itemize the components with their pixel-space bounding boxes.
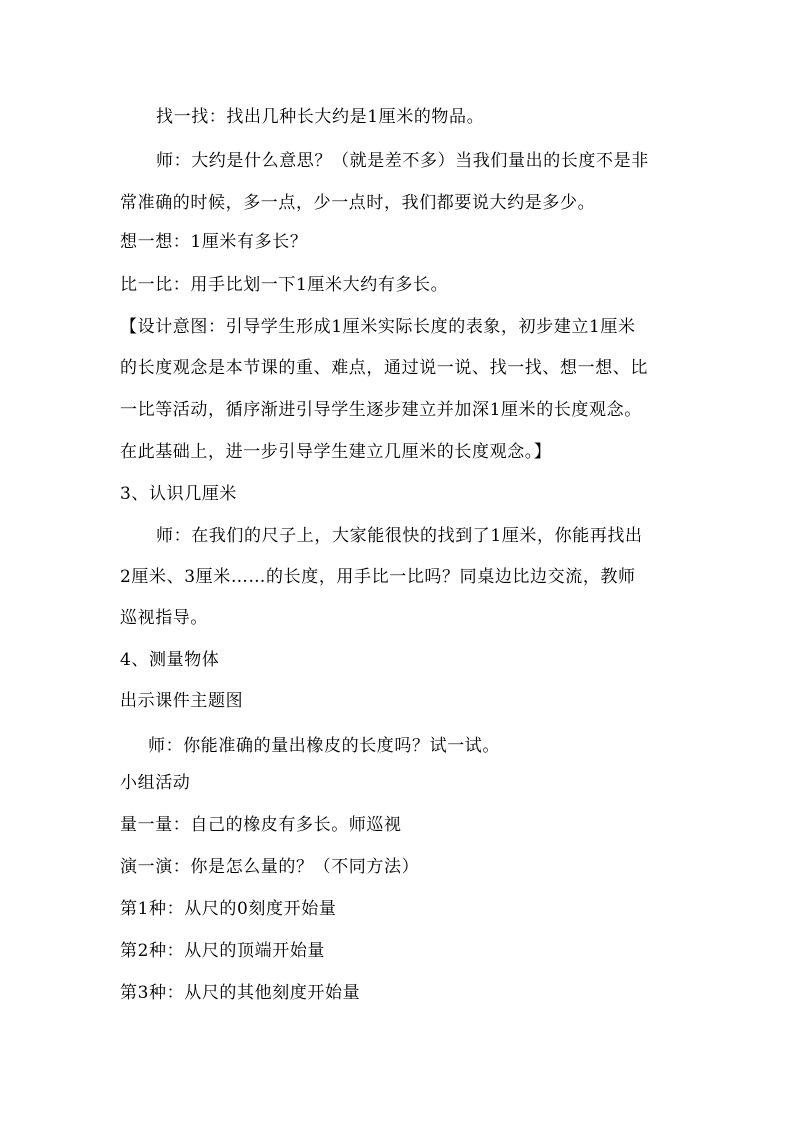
section-heading-4: 4、测量物体 <box>120 650 220 670</box>
paragraph-teacher-approx-2: 常准确的时候，多一点，少一点时，我们都要说大约是多少。 <box>120 193 596 213</box>
design-intent-line-1: 【设计意图：引导学生形成1厘米实际长度的表象，初步建立1厘米 <box>120 317 636 337</box>
design-intent-line-4: 在此基础上，进一步引导学生建立几厘米的长度观念。】 <box>120 442 552 462</box>
paragraph-demonstrate: 演一演：你是怎么量的？（不同方法） <box>120 857 420 877</box>
paragraph-group-activity: 小组活动 <box>120 773 191 793</box>
paragraph-teacher-ruler-1: 师：在我们的尺子上，大家能很快的找到了1厘米，你能再找出 <box>156 526 643 546</box>
method-3: 第3种：从尺的其他刻度开始量 <box>120 983 361 1003</box>
paragraph-measure: 量一量：自己的橡皮有多长。师巡视 <box>120 815 402 835</box>
paragraph-teacher-ruler-2: 2厘米、3厘米……的长度，用手比一比吗？同桌边比边交流，教师 <box>120 567 636 587</box>
design-intent-line-3: 一比等活动，循序渐进引导学生逐步建立并加深1厘米的长度观念。 <box>120 400 642 420</box>
paragraph-find-items: 找一找：找出几种长大约是1厘米的物品。 <box>156 107 485 127</box>
design-intent-line-2: 的长度观念是本节课的重、难点，通过说一说、找一找、想一想、比 <box>120 358 648 378</box>
paragraph-teacher-approx-1: 师：大约是什么意思？（就是差不多）当我们量出的长度不是非 <box>156 151 649 171</box>
paragraph-teacher-eraser: 师：你能准确的量出橡皮的长度吗？试一试。 <box>148 736 500 756</box>
method-2: 第2种：从尺的顶端开始量 <box>120 941 326 961</box>
paragraph-teacher-ruler-3: 巡视指导。 <box>120 608 208 628</box>
paragraph-compare: 比一比：用手比划一下1厘米大约有多长。 <box>120 275 449 295</box>
paragraph-show-slide: 出示课件主题图 <box>120 691 244 711</box>
section-heading-3: 3、认识几厘米 <box>120 484 238 504</box>
paragraph-think: 想一想：1厘米有多长？ <box>120 232 308 252</box>
method-1: 第1种：从尺的0刻度开始量 <box>120 899 337 919</box>
